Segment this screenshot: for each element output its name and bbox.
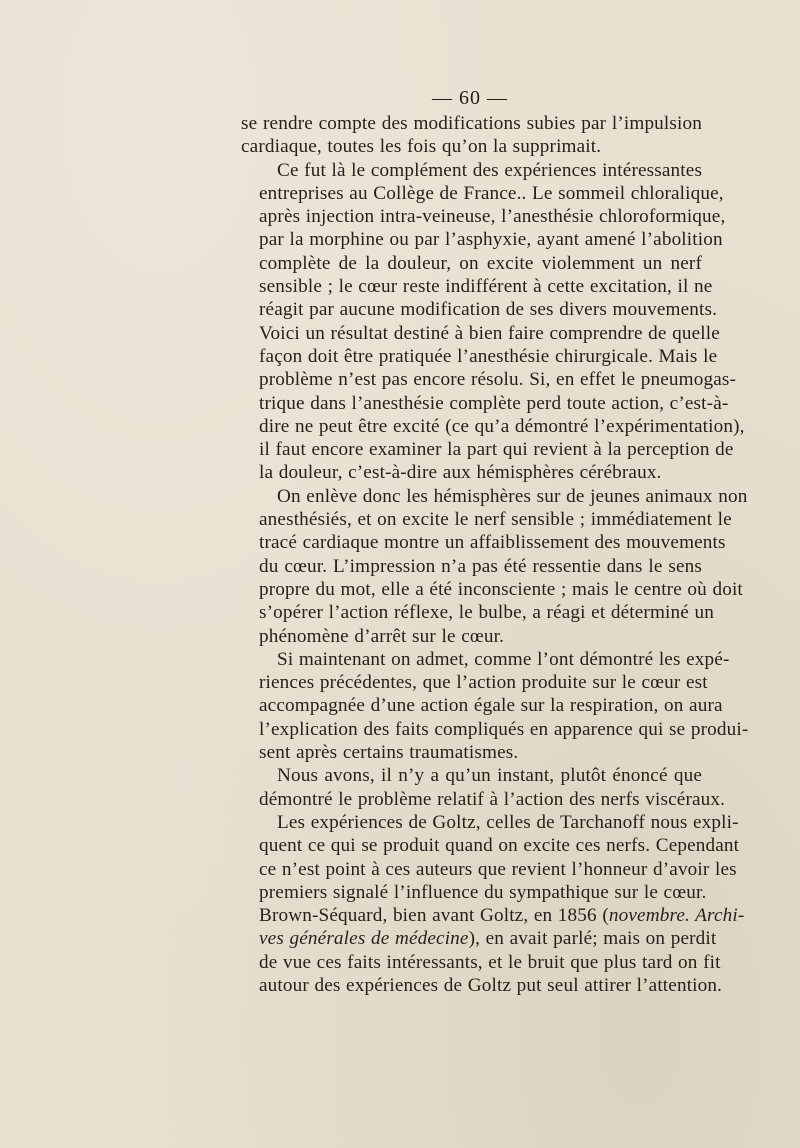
italic-reference: ves générales de médecine [259,928,469,950]
text-line: démontré le problème relatif à l’action des nerfs viscéraux. [259,788,726,810]
text-line: façon doit être pratiquée l’anesthésie chirurgicale. Mais le [259,345,718,367]
paragraph [241,811,745,997]
text-line: Ce fut là le complément des expériences intéressantes [277,159,703,181]
page-number: — 60 — [432,87,508,109]
text-line: ves générales de médecine), en avait parlé; mais on perdit [259,928,717,950]
text-line: il faut encore examiner la part qui revient à la perception de [259,439,734,461]
text-line: cardiaque, toutes les fois qu’on la supprimait. [241,136,602,158]
text-line: ce n’est point à ces auteurs que revient l’honneur d’avoir les [259,858,737,880]
text-line: premiers signalé l’influence du sympathique sur le cœur. [259,881,707,903]
text-line: Si maintenant on admet, comme l’ont démontré les expé- [277,648,730,670]
text-line: Voici un résultat destiné à bien faire comprendre de quelle [259,322,720,344]
text-line: problème n’est pas encore résolu. Si, en effet le pneumogas- [259,369,737,391]
text-line: se rendre compte des modifications subies par l’impulsion [241,113,702,134]
text-line: autour des expériences de Goltz put seul attirer l’attention. [259,974,723,996]
text-line: trique dans l’anesthésie complète perd toute action, c’est-à- [259,392,729,414]
text-line: accompagnée d’une action égale sur la respiration, on aura [259,695,723,717]
text-line: par la morphine ou par l’asphyxie, ayant amené l’abolition [259,229,723,251]
text-line: sensible ; le cœur reste indifférent à cette excitation, il ne [259,276,713,298]
body-text [241,112,749,997]
text-line: quent ce qui se produit quand on excite ces nerfs. Cependant [259,835,740,857]
paragraph [241,112,702,159]
text-line: dire ne peut être excité (ce qu’a démontré l’expérimentation), [259,415,745,437]
text-line: s’opérer l’action réflexe, le bulbe, a réagi et déterminé un [259,602,714,624]
paragraph [241,485,748,648]
text-line: du cœur. L’impression n’a pas été ressentie dans le sens [259,555,702,577]
text-line: l’explication des faits compliqués en apparence qui se produi- [259,718,749,740]
text-line: On enlève donc les hémisphères sur de jeunes animaux non [277,485,748,507]
text-line: la douleur, c’est-à-dire aux hémisphères cérébraux. [259,462,662,484]
text-line: entreprises au Collège de France.. Le sommeil chloralique, [259,182,724,204]
text-line: réagit par aucune modification de ses divers mouvements. [259,299,718,321]
text-line: après injection intra-veineuse, l’anesthésie chloroformique, [259,206,726,228]
text-line: riences précédentes, que l’action produite sur le cœur est [259,672,708,694]
paragraph [241,159,745,485]
text-line: sent après certains traumatismes. [259,742,519,764]
paragraph [241,648,749,764]
text-line: de vue ces faits intéressants, et le bruit que plus tard on fit [259,951,721,973]
text-line: phénomène d’arrêt sur le cœur. [259,625,505,647]
text-line: propre du mot, elle a été inconsciente ; mais le centre où doit [259,578,743,600]
text-line: Nous avons, il n’y a qu’un instant, plutôt énoncé que [277,765,702,787]
paragraph [241,764,726,811]
text-line: Brown-Séquard, bien avant Goltz, en 1856 (novembre. Archi- [259,905,745,927]
text-line: complète de la douleur, on excite violemment un nerf [259,252,702,274]
text-line: tracé cardiaque montre un affaiblissement des mouvements [259,532,726,554]
italic-reference: novembre. Archi- [608,905,745,927]
text-line: anesthésiés, et on excite le nerf sensible ; immédiatement le [259,509,732,531]
text-line: Les expériences de Goltz, celles de Tarchanoff nous expli- [277,811,739,833]
